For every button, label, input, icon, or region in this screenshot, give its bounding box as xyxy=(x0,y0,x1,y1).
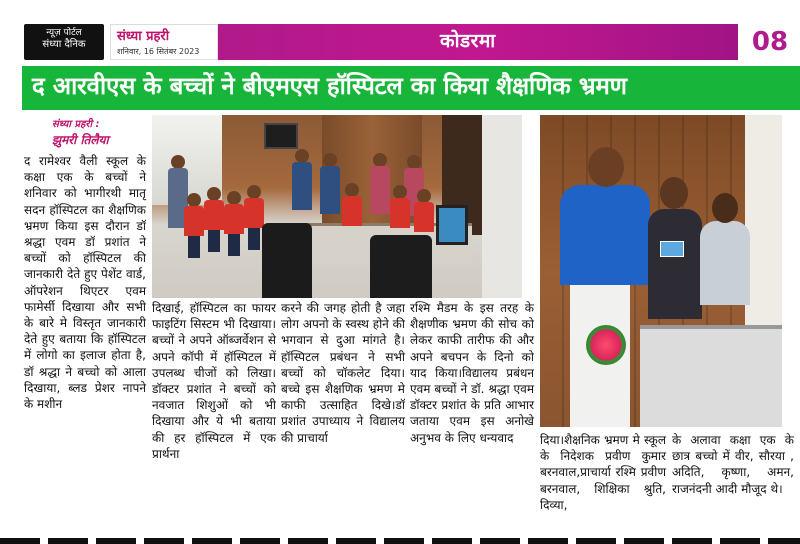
wall-screen xyxy=(264,123,298,149)
photo-handover xyxy=(540,115,782,427)
brand-name: संध्या प्रहरी xyxy=(117,29,170,44)
office-chair xyxy=(262,223,312,298)
byline-location: झुमरी तिलैया xyxy=(52,133,109,147)
article-column-3: करने की जगह होती है जहा लोग अपनो के स्वस्थ होने की भगवान से दुआ मांगते है।हॉस्पिटल प्रबंधन ने सभी बच्चों को चॉकलेट दिया। बच्चे इस शैक्षणिक भ्रमण मे काफी उत्साहित दिखे।डॉ प्रशांत उपाध्याय ने विद्यालय की प्राचार्या xyxy=(281,301,405,445)
shelf xyxy=(745,115,782,335)
woman-figure xyxy=(648,209,702,319)
page-number: 08 xyxy=(740,24,800,60)
office-chair xyxy=(370,235,432,298)
woman-figure xyxy=(700,221,750,305)
district-name: कोडरमा xyxy=(440,30,496,52)
office-desk xyxy=(640,325,782,427)
computer-monitor xyxy=(436,205,468,245)
man-figure xyxy=(560,185,650,285)
woman-figure-head xyxy=(712,193,738,223)
adult-figure xyxy=(292,149,312,219)
adult-figure xyxy=(370,153,390,223)
bottom-edge xyxy=(0,538,800,544)
side-wall xyxy=(482,115,522,298)
flower-bouquet xyxy=(586,325,626,365)
page-header xyxy=(0,0,800,62)
masthead-line-2: संध्या दैनिक xyxy=(42,39,86,50)
article-column-6: के अलावा कक्षा एक के छात्र बच्चो में वीर, सौरया , अदिति, कृष्णा, अमन, राजनंदनी आदी मौजूद थे। xyxy=(672,433,794,496)
article-headline: द आरवीएस के बच्चों ने बीएमएस हॉस्पिटल का किया शैक्षणिक भ्रमण xyxy=(32,72,627,100)
man-figure-head xyxy=(588,147,624,187)
article-column-2: दिखाई, हॉस्पिटल का फायर फाइटिंग सिस्टम भी दिखाया।बच्चों ने अपने ऑब्जर्वेशन से अपने कॉपी में हॉस्पिटल में उपलब्ध चीजों को लिखा।डॉक्टर प्रशांत ने बच्चों को नवजात शिशुओं को भी दिखाया और ये भी बताया की हर हॉस्पिटल में एक प्रार्थना xyxy=(152,301,276,461)
masthead-line-1: न्यूज़ पोर्टल xyxy=(46,28,82,38)
byline-agency: संध्या प्रहरी : xyxy=(52,119,100,130)
edition-date: शनिवार, 16 सितंबर 2023 xyxy=(117,47,200,56)
adult-figure xyxy=(320,153,340,223)
masthead-logo xyxy=(24,24,104,60)
article-column-5: दिया।शैक्षनिक भ्रमण मे स्कूल के निदेशक प्रवीण कुमार बरनवाल,प्राचार्या रश्मि प्रवीण बरनवाल, शिक्षिका श्रुति, दिव्या, xyxy=(540,433,666,512)
article-column-4: रश्मि मैडम के इस तरह के शैक्षणीक भ्रमण की सोच को लेकर काफी तारीफ की और अपने बचपन के दिनो को याद किया।विद्यालय प्रबंधन एवम बच्चों ने डॉ. श्रद्धा एवम डॉक्टर प्रशांत के प्रति आभार जताया एवम इस अनोखे अनुभव के लिए धन्यवाद xyxy=(410,301,534,445)
photo-children-visit xyxy=(152,115,522,298)
gift-book xyxy=(660,241,684,257)
article-column-1: द रामेश्वर वैली स्कूल के कक्षा एक के बच्चों ने शनिवार को भागीरथी मातृ सदन हॉस्पिटल का शैक्षणिक भ्रमण किया इस दौरान डॉ श्रद्धा एवम डॉ प्रशांत ने बच्चों को हॉस्पिटल की जानकारी देते हुए पेशेंट वार्ड, ऑपरेशन थिएटर एवम फामेर्सी दिखाया और सभी के बारे मे विस्तृत जानकारी देते हुए बताया कि हॉस्पिटल में लोगो का इलाज होता है, डॉ श्रद्धा ने बच्चो को आला दिखाया, ब्लड प्रेशर नापने के मशीन xyxy=(24,154,146,412)
woman-figure-head xyxy=(660,177,688,209)
newspaper-brand xyxy=(110,24,218,60)
